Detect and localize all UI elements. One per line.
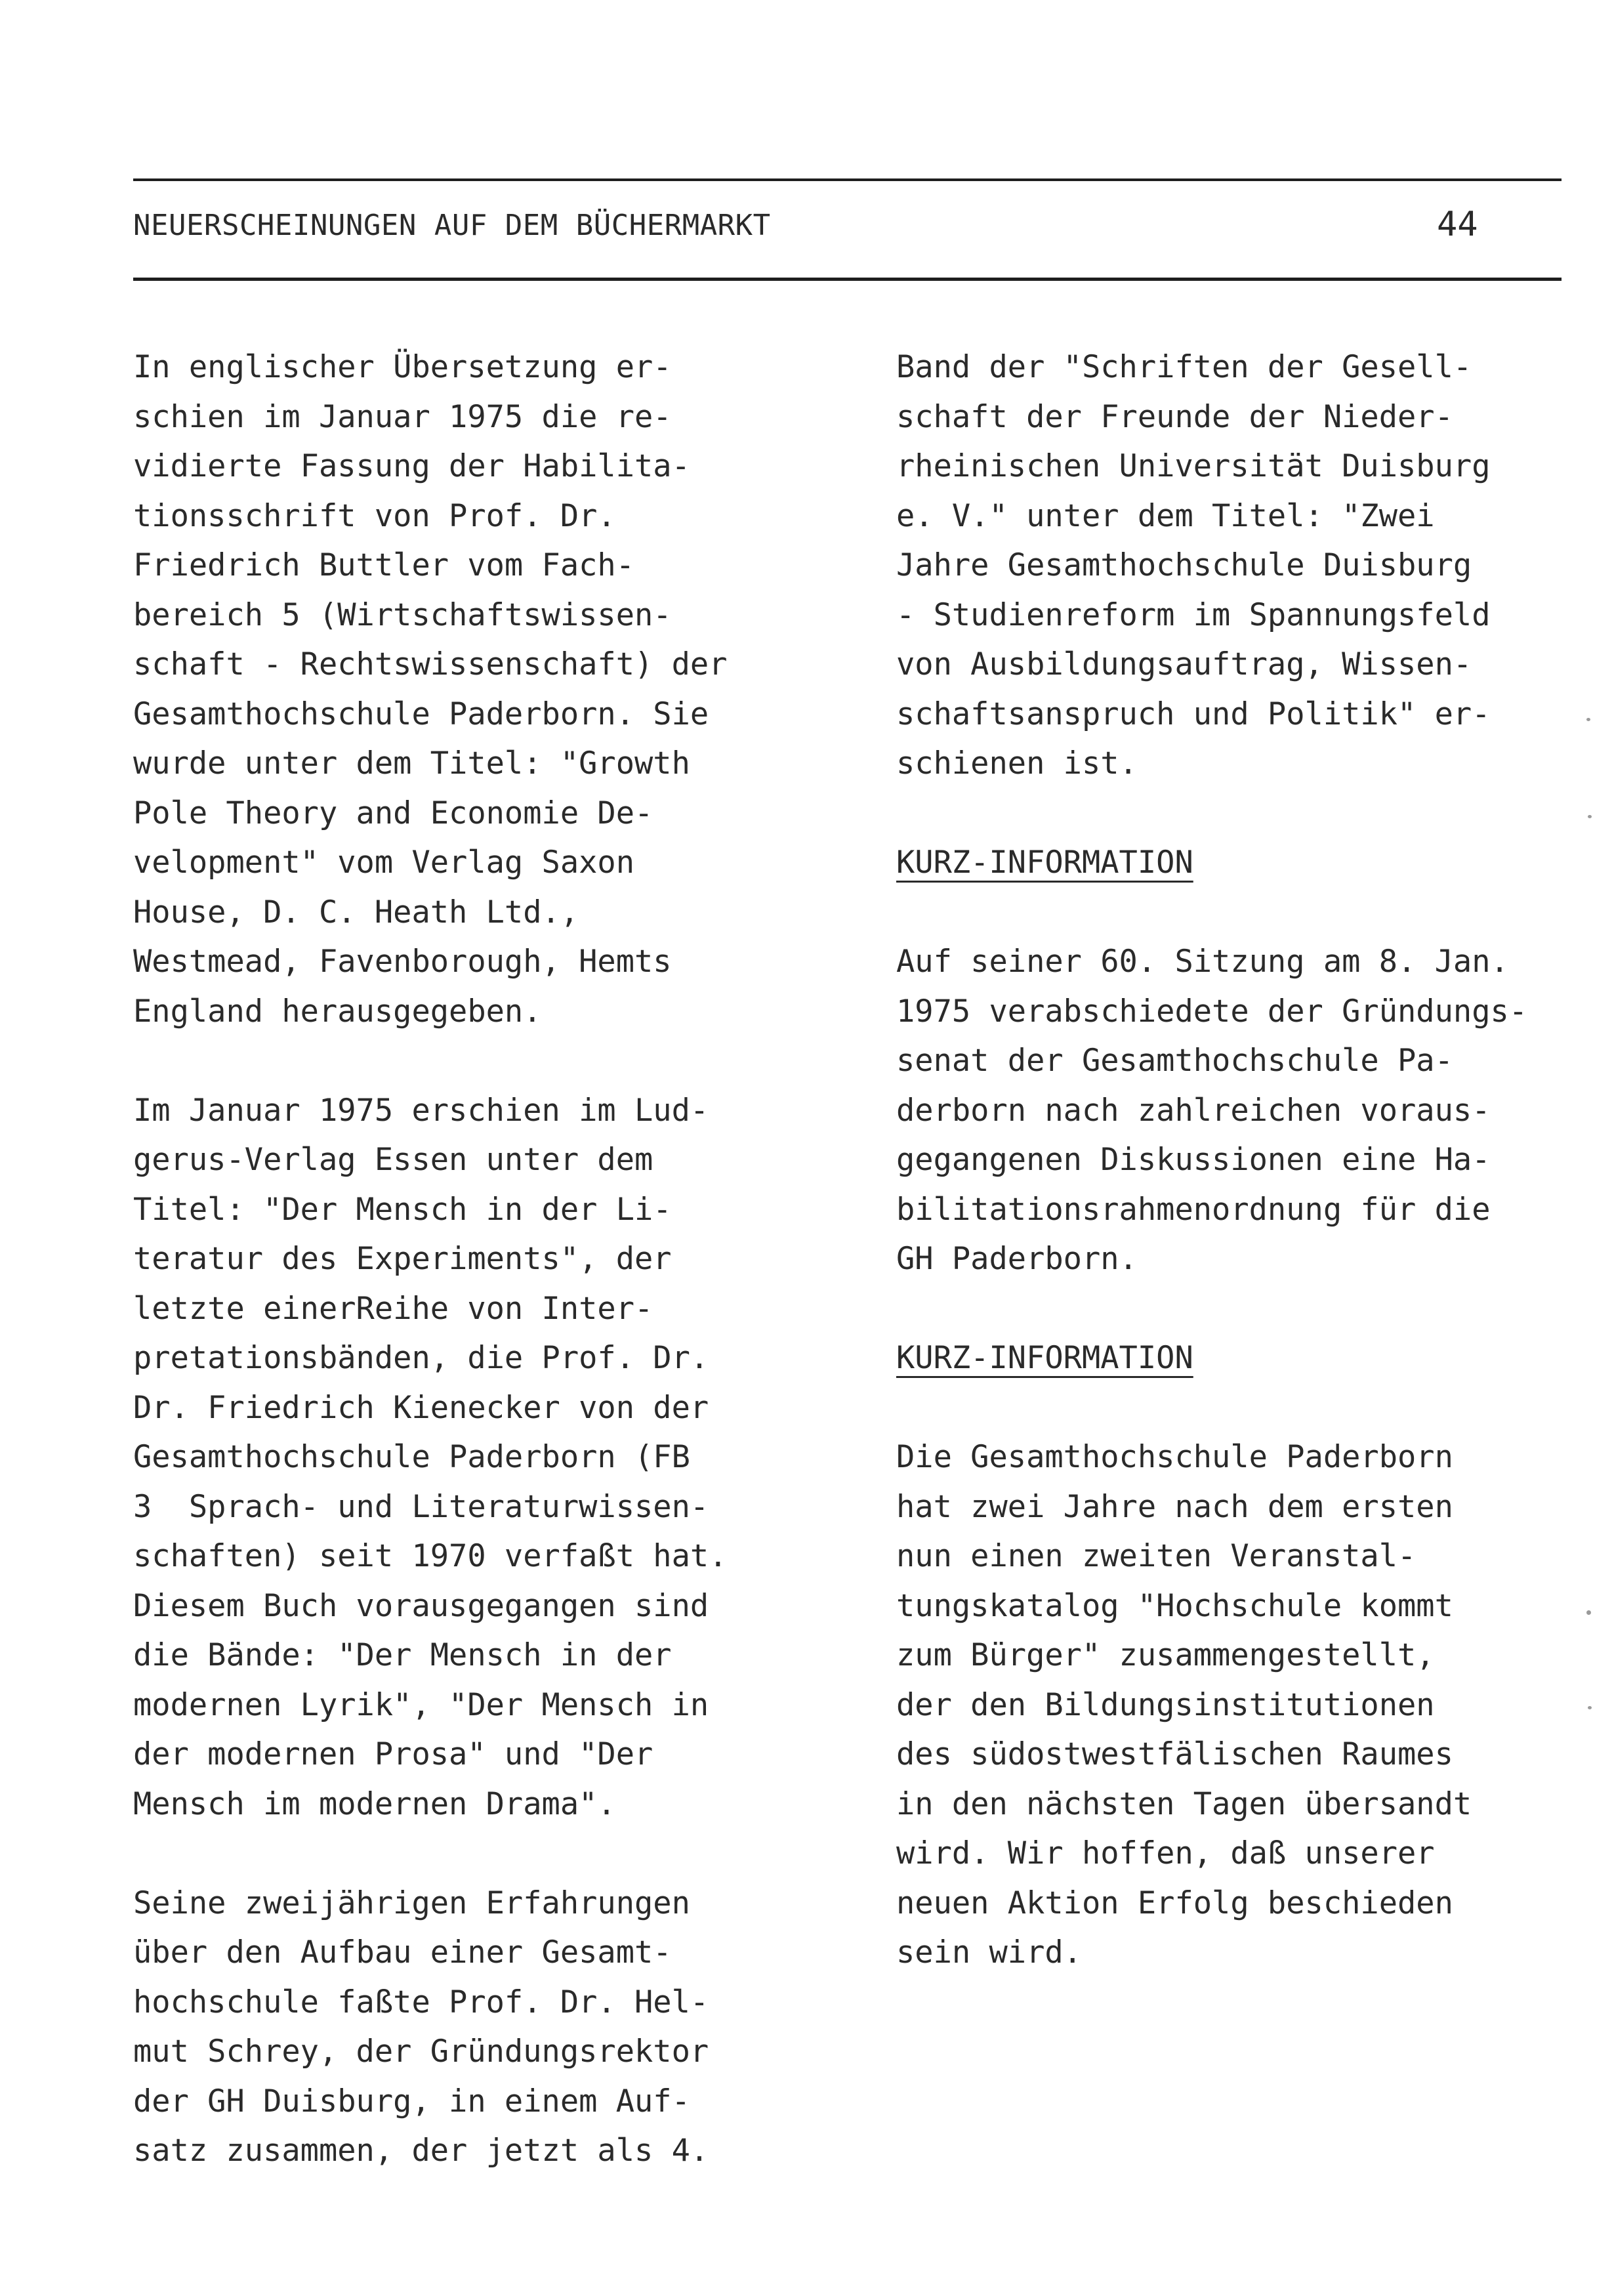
paragraph-habilitation-order <box>896 937 1585 1284</box>
text-line: House, D. C. Heath Ltd., <box>133 894 579 930</box>
text-line: England herausgegeben. <box>133 993 542 1030</box>
text-line: senat der Gesamthochschule Pa- <box>896 1043 1453 1079</box>
text-line: gerus-Verlag Essen unter dem <box>133 1142 653 1178</box>
text-line: der modernen Prosa" und "Der <box>133 1736 653 1772</box>
text-line: Pole Theory and Economie De- <box>133 795 653 831</box>
text-line: schaftsanspruch und Politik" er- <box>896 696 1491 732</box>
text-line: Im Januar 1975 erschien im Lud- <box>133 1092 709 1129</box>
text-line: gegangenen Diskussionen eine Ha- <box>896 1142 1491 1178</box>
text-line: Jahre Gesamthochschule Duisburg <box>896 547 1472 583</box>
text-line: Friedrich Buttler vom Fach- <box>133 547 635 583</box>
text-line: schaften) seit 1970 verfaßt hat. <box>133 1538 728 1574</box>
text-line: zum Bürger" zusammengestellt, <box>896 1637 1435 1673</box>
text-line: satz zusammen, der jetzt als 4. <box>133 2133 709 2169</box>
text-line: mut Schrey, der Gründungsrektor <box>133 2034 709 2070</box>
paragraph-veranstaltungskatalog <box>896 1432 1585 1978</box>
text-line: velopment" vom Verlag Saxon <box>133 845 635 881</box>
text-line: 3 Sprach- und Literaturwissen- <box>133 1488 709 1525</box>
text-line: vidierte Fassung der Habilita- <box>133 448 690 484</box>
text-line: Seine zweijährigen Erfahrungen <box>133 1885 690 1921</box>
scan-speck <box>1588 1706 1592 1709</box>
text-line: des südostwestfälischen Raumes <box>896 1736 1453 1772</box>
paragraph-gap <box>896 789 1585 839</box>
text-line: Gesamthochschule Paderborn. Sie <box>133 696 709 732</box>
section-heading-kurz-information: KURZ-INFORMATION <box>896 1340 1193 1376</box>
text-line: schien im Januar 1975 die re- <box>133 398 672 435</box>
text-line: - Studienreform im Spannungsfeld <box>896 596 1491 633</box>
paragraph-gap <box>133 1036 855 1086</box>
text-line: Die Gesamthochschule Paderborn <box>896 1439 1453 1475</box>
text-line: neuen Aktion Erfolg beschieden <box>896 1885 1453 1921</box>
paragraph-gap <box>896 1284 1585 1334</box>
paragraph-gap <box>896 1383 1585 1433</box>
text-line: Diesem Buch vorausgegangen sind <box>133 1587 709 1624</box>
paragraph-buttler-translation <box>133 343 855 1036</box>
paragraph-schrey-essay <box>133 1879 855 2176</box>
scan-speck <box>1586 718 1590 721</box>
text-line: Gesamthochschule Paderborn (FB <box>133 1439 690 1475</box>
paragraph-kienecker-book <box>133 1086 855 1829</box>
text-line: nun einen zweiten Veranstal- <box>896 1538 1417 1574</box>
text-line: schaft - Rechtswissenschaft) der <box>133 646 728 682</box>
text-line: derborn nach zahlreichen voraus- <box>896 1092 1491 1129</box>
text-line: e. V." unter dem Titel: "Zwei <box>896 497 1435 534</box>
text-line: In englischer Übersetzung er- <box>133 349 672 385</box>
text-line: der den Bildungsinstitutionen <box>896 1686 1435 1723</box>
text-line: in den nächsten Tagen übersandt <box>896 1785 1472 1822</box>
text-line: teratur des Experiments", der <box>133 1241 672 1277</box>
text-line: schaft der Freunde der Nieder- <box>896 398 1453 435</box>
text-line: bilitationsrahmenordnung für die <box>896 1191 1491 1228</box>
text-line: rheinischen Universität Duisburg <box>896 448 1491 484</box>
text-line: hat zwei Jahre nach dem ersten <box>896 1488 1453 1525</box>
paragraph-gap <box>896 888 1585 938</box>
text-line: letzte einerReihe von Inter- <box>133 1290 653 1327</box>
text-line: schienen ist. <box>896 745 1138 782</box>
text-line: Band der "Schriften der Gesell- <box>896 349 1472 385</box>
text-line: bereich 5 (Wirtschaftswissen- <box>133 596 672 633</box>
header-bottom-rule <box>133 278 1562 281</box>
text-line: Dr. Friedrich Kienecker von der <box>133 1389 709 1426</box>
text-line: Titel: "Der Mensch in der Li- <box>133 1191 672 1228</box>
running-header-title: NEUERSCHEINUNGEN AUF DEM BÜCHERMARKT <box>133 209 771 242</box>
right-text-column <box>896 343 1585 1978</box>
text-line: hochschule faßte Prof. Dr. Hel- <box>133 1984 709 2020</box>
scan-speck <box>1586 1610 1591 1615</box>
text-line: Mensch im modernen Drama". <box>133 1785 616 1822</box>
text-line: tionsschrift von Prof. Dr. <box>133 497 616 534</box>
text-line: pretationsbänden, die Prof. Dr. <box>133 1340 709 1376</box>
text-line: 1975 verabschiedete der Gründungs- <box>896 993 1528 1030</box>
header-top-rule <box>133 178 1562 181</box>
paragraph-gap <box>133 1829 855 1879</box>
text-line: Westmead, Favenborough, Hemts <box>133 944 672 980</box>
page-number: 44 <box>1437 205 1478 244</box>
text-line: Auf seiner 60. Sitzung am 8. Jan. <box>896 944 1509 980</box>
left-text-column <box>133 343 855 2176</box>
text-line: GH Paderborn. <box>896 1241 1138 1277</box>
text-line: modernen Lyrik", "Der Mensch in <box>133 1686 709 1723</box>
text-line: wurde unter dem Titel: "Growth <box>133 745 690 782</box>
paragraph-schriften-continuation <box>896 343 1585 789</box>
text-line: wird. Wir hoffen, daß unserer <box>896 1835 1435 1871</box>
text-line: von Ausbildungsauftrag, Wissen- <box>896 646 1472 682</box>
text-line: über den Aufbau einer Gesamt- <box>133 1934 672 1971</box>
text-line: tungskatalog "Hochschule kommt <box>896 1587 1453 1624</box>
section-heading-kurz-information: KURZ-INFORMATION <box>896 845 1193 881</box>
text-line: sein wird. <box>896 1934 1082 1971</box>
text-line: die Bände: "Der Mensch in der <box>133 1637 672 1673</box>
scan-speck <box>1588 815 1592 818</box>
text-line: der GH Duisburg, in einem Auf- <box>133 2083 690 2119</box>
